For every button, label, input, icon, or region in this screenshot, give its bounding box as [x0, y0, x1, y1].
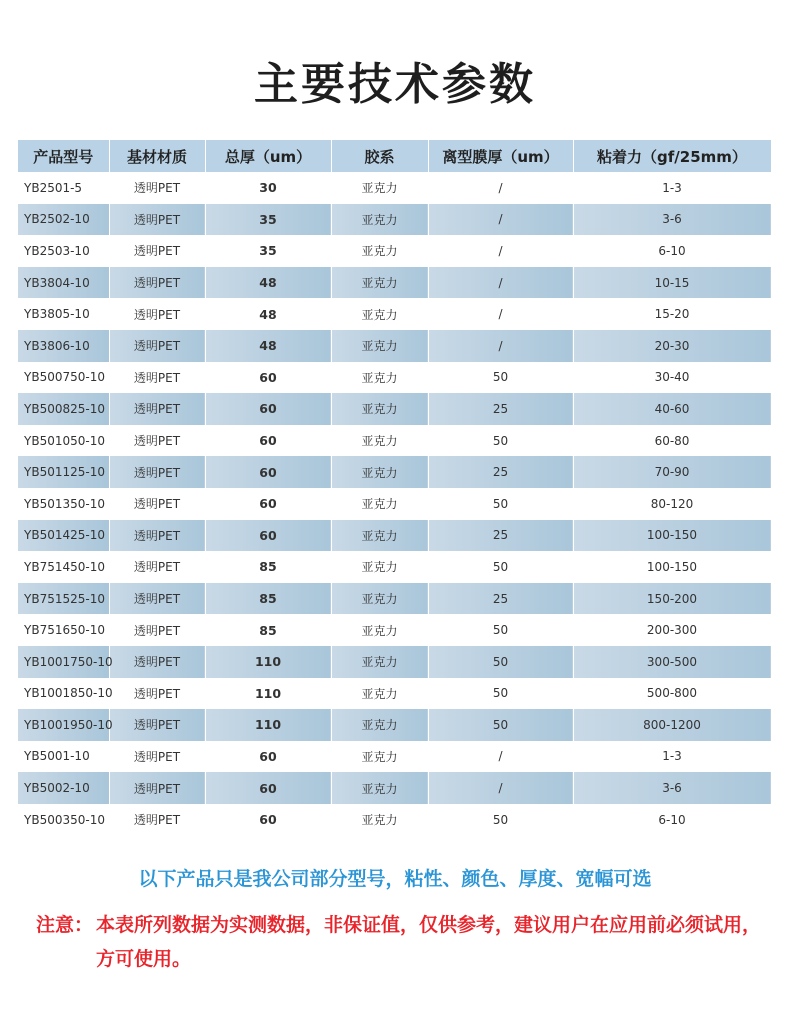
cell-adhesive-system: 亚克力: [331, 362, 428, 394]
table-row: [18, 362, 771, 394]
cell-model: YB1001850-10: [18, 678, 109, 710]
header-adhesive-system: 胶系: [331, 140, 428, 172]
cell-release-film-thickness: 50: [428, 488, 573, 520]
cell-material: 透明PET: [109, 267, 205, 299]
cell-total-thickness: 60: [205, 456, 331, 488]
table-row: [18, 551, 771, 583]
cell-adhesion: 80-120: [573, 488, 771, 520]
cell-total-thickness: 110: [205, 709, 331, 741]
table-row: [18, 235, 771, 267]
cell-model: YB2501-5: [18, 172, 109, 204]
info-note: 以下产品只是我公司部分型号，粘性、颜色、厚度、宽幅可选: [138, 868, 652, 890]
cell-material: 透明PET: [109, 456, 205, 488]
cell-model: YB500350-10: [18, 804, 109, 836]
cell-adhesive-system: 亚克力: [331, 551, 428, 583]
cell-material: 透明PET: [109, 362, 205, 394]
cell-total-thickness: 35: [205, 204, 331, 236]
cell-model: YB2503-10: [18, 235, 109, 267]
cell-adhesion: 20-30: [573, 330, 771, 362]
cell-adhesion: 3-6: [573, 204, 771, 236]
cell-adhesive-system: 亚克力: [331, 425, 428, 457]
table-header-row: [18, 140, 771, 172]
cell-model: YB3806-10: [18, 330, 109, 362]
cell-material: 透明PET: [109, 520, 205, 552]
cell-model: YB501425-10: [18, 520, 109, 552]
cell-release-film-thickness: 50: [428, 425, 573, 457]
cell-material: 透明PET: [109, 330, 205, 362]
cell-material: 透明PET: [109, 488, 205, 520]
cell-total-thickness: 60: [205, 520, 331, 552]
table-row: [18, 488, 771, 520]
cell-release-film-thickness: 50: [428, 551, 573, 583]
cell-model: YB501050-10: [18, 425, 109, 457]
cell-model: YB5001-10: [18, 741, 109, 773]
header-material: 基材材质: [109, 140, 205, 172]
cell-model: YB1001950-10: [18, 709, 109, 741]
table-row: [18, 298, 771, 330]
cell-model: YB751650-10: [18, 614, 109, 646]
cell-model: YB1001750-10: [18, 646, 109, 678]
cell-adhesive-system: 亚克力: [331, 488, 428, 520]
cell-total-thickness: 48: [205, 267, 331, 299]
cell-adhesion: 6-10: [573, 804, 771, 836]
cell-material: 透明PET: [109, 204, 205, 236]
header-release-film-thickness: 离型膜厚（um）: [428, 140, 573, 172]
cell-adhesion: 40-60: [573, 393, 771, 425]
cell-material: 透明PET: [109, 614, 205, 646]
cell-adhesion: 300-500: [573, 646, 771, 678]
cell-adhesion: 30-40: [573, 362, 771, 394]
cell-total-thickness: 60: [205, 393, 331, 425]
cell-total-thickness: 35: [205, 235, 331, 267]
cell-material: 透明PET: [109, 709, 205, 741]
cell-total-thickness: 85: [205, 583, 331, 615]
cell-release-film-thickness: 50: [428, 709, 573, 741]
cell-adhesion: 3-6: [573, 772, 771, 804]
cell-adhesion: 1-3: [573, 741, 771, 773]
cell-total-thickness: 60: [205, 804, 331, 836]
cell-release-film-thickness: /: [428, 235, 573, 267]
cell-material: 透明PET: [109, 393, 205, 425]
cell-adhesive-system: 亚克力: [331, 646, 428, 678]
table-row: [18, 456, 771, 488]
cell-model: YB3804-10: [18, 267, 109, 299]
table-body: [18, 172, 771, 835]
cell-model: YB500825-10: [18, 393, 109, 425]
cell-release-film-thickness: /: [428, 298, 573, 330]
cell-model: YB2502-10: [18, 204, 109, 236]
cell-model: YB501125-10: [18, 456, 109, 488]
table-row: [18, 267, 771, 299]
cell-total-thickness: 48: [205, 298, 331, 330]
warning-note: [36, 908, 766, 976]
cell-adhesion: 70-90: [573, 456, 771, 488]
table-row: [18, 772, 771, 804]
cell-adhesive-system: 亚克力: [331, 204, 428, 236]
cell-adhesive-system: 亚克力: [331, 393, 428, 425]
cell-release-film-thickness: /: [428, 741, 573, 773]
cell-adhesion: 15-20: [573, 298, 771, 330]
cell-release-film-thickness: 50: [428, 362, 573, 394]
cell-release-film-thickness: 50: [428, 804, 573, 836]
cell-material: 透明PET: [109, 804, 205, 836]
cell-total-thickness: 110: [205, 646, 331, 678]
cell-total-thickness: 30: [205, 172, 331, 204]
cell-total-thickness: 48: [205, 330, 331, 362]
cell-material: 透明PET: [109, 741, 205, 773]
cell-adhesive-system: 亚克力: [331, 456, 428, 488]
table-row: [18, 172, 771, 204]
cell-adhesion: 150-200: [573, 583, 771, 615]
cell-adhesion: 6-10: [573, 235, 771, 267]
cell-total-thickness: 60: [205, 741, 331, 773]
cell-release-film-thickness: /: [428, 330, 573, 362]
warning-text: 本表所列数据为实测数据，非保证值，仅供参考，建议用户在应用前必须试用，方可使用。: [96, 914, 762, 970]
spec-table: [18, 140, 772, 835]
cell-model: YB5002-10: [18, 772, 109, 804]
table-row: [18, 425, 771, 457]
cell-material: 透明PET: [109, 772, 205, 804]
table-row: [18, 330, 771, 362]
cell-model: YB751525-10: [18, 583, 109, 615]
cell-adhesion: 500-800: [573, 678, 771, 710]
cell-release-film-thickness: 50: [428, 646, 573, 678]
page-title: 主要技术参数: [254, 59, 536, 110]
cell-material: 透明PET: [109, 551, 205, 583]
table-row: [18, 204, 771, 236]
cell-adhesion: 800-1200: [573, 709, 771, 741]
cell-total-thickness: 60: [205, 425, 331, 457]
cell-adhesion: 200-300: [573, 614, 771, 646]
cell-material: 透明PET: [109, 425, 205, 457]
cell-material: 透明PET: [109, 172, 205, 204]
cell-adhesive-system: 亚克力: [331, 583, 428, 615]
cell-total-thickness: 85: [205, 551, 331, 583]
table-row: [18, 614, 771, 646]
cell-total-thickness: 60: [205, 488, 331, 520]
table-row: [18, 646, 771, 678]
cell-model: YB501350-10: [18, 488, 109, 520]
cell-adhesive-system: 亚克力: [331, 772, 428, 804]
cell-adhesive-system: 亚克力: [331, 330, 428, 362]
cell-adhesive-system: 亚克力: [331, 678, 428, 710]
cell-total-thickness: 85: [205, 614, 331, 646]
cell-adhesive-system: 亚克力: [331, 520, 428, 552]
cell-material: 透明PET: [109, 583, 205, 615]
cell-release-film-thickness: /: [428, 172, 573, 204]
cell-adhesion: 60-80: [573, 425, 771, 457]
cell-adhesive-system: 亚克力: [331, 804, 428, 836]
cell-release-film-thickness: /: [428, 267, 573, 299]
cell-material: 透明PET: [109, 646, 205, 678]
cell-material: 透明PET: [109, 298, 205, 330]
cell-model: YB500750-10: [18, 362, 109, 394]
cell-release-film-thickness: 50: [428, 678, 573, 710]
cell-release-film-thickness: /: [428, 772, 573, 804]
cell-adhesive-system: 亚克力: [331, 741, 428, 773]
cell-total-thickness: 60: [205, 362, 331, 394]
table-row: [18, 678, 771, 710]
cell-model: YB751450-10: [18, 551, 109, 583]
cell-adhesion: 100-150: [573, 520, 771, 552]
cell-adhesive-system: 亚克力: [331, 298, 428, 330]
cell-adhesive-system: 亚克力: [331, 172, 428, 204]
cell-adhesion: 100-150: [573, 551, 771, 583]
cell-adhesive-system: 亚克力: [331, 709, 428, 741]
cell-total-thickness: 110: [205, 678, 331, 710]
cell-adhesion: 10-15: [573, 267, 771, 299]
table-row: [18, 583, 771, 615]
cell-material: 透明PET: [109, 678, 205, 710]
table-row: [18, 393, 771, 425]
cell-adhesive-system: 亚克力: [331, 614, 428, 646]
cell-release-film-thickness: 25: [428, 583, 573, 615]
cell-release-film-thickness: 50: [428, 614, 573, 646]
cell-adhesive-system: 亚克力: [331, 235, 428, 267]
cell-adhesion: 1-3: [573, 172, 771, 204]
table-row: [18, 804, 771, 836]
cell-model: YB3805-10: [18, 298, 109, 330]
header-adhesion: 粘着力（gf/25mm）: [573, 140, 771, 172]
header-total-thickness: 总厚（um）: [205, 140, 331, 172]
cell-release-film-thickness: 25: [428, 393, 573, 425]
cell-total-thickness: 60: [205, 772, 331, 804]
table-row: [18, 741, 771, 773]
cell-release-film-thickness: /: [428, 204, 573, 236]
cell-release-film-thickness: 25: [428, 456, 573, 488]
warning-label: 注意：: [36, 914, 94, 936]
table-row: [18, 709, 771, 741]
table-row: [18, 520, 771, 552]
cell-material: 透明PET: [109, 235, 205, 267]
header-model: 产品型号: [18, 140, 109, 172]
cell-release-film-thickness: 25: [428, 520, 573, 552]
cell-adhesive-system: 亚克力: [331, 267, 428, 299]
